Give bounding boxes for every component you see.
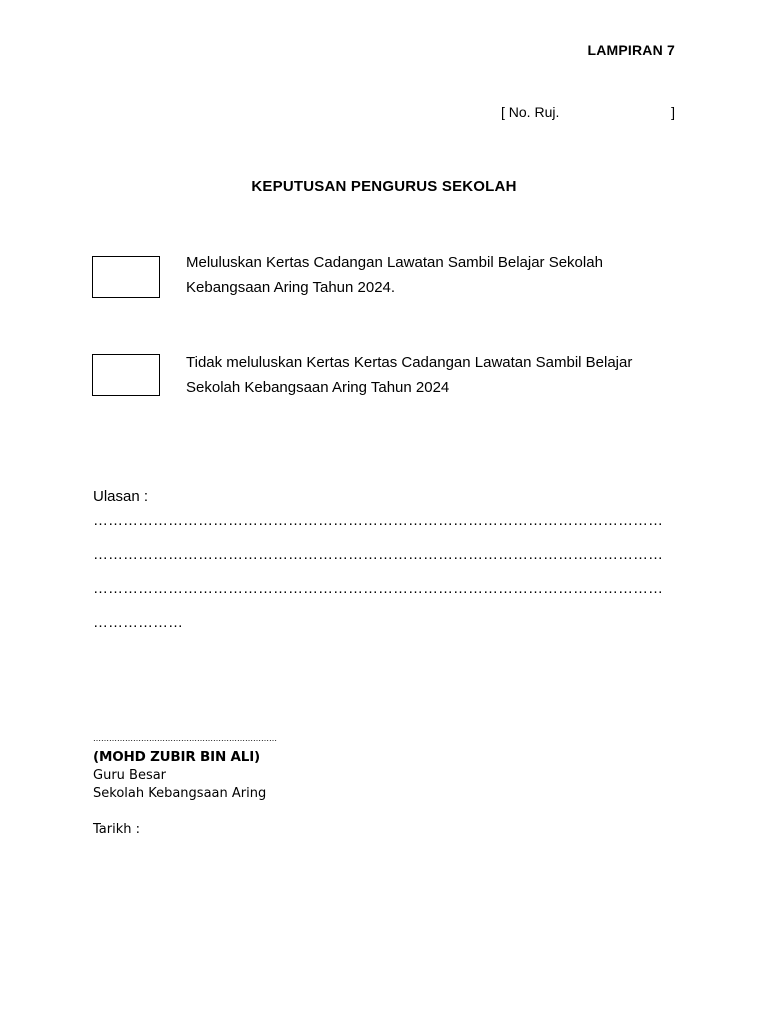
reference-number xyxy=(501,104,675,120)
comments-line-1[interactable]: …………………………………………………………………………………………………… xyxy=(93,512,663,529)
signatory-name: (MOHD ZUBIR BIN ALI) xyxy=(93,749,260,765)
comments-line-4[interactable]: ……………… xyxy=(93,614,183,631)
reference-open: [ No. Ruj. xyxy=(501,104,560,120)
approve-checkbox[interactable] xyxy=(92,256,160,298)
date-label: Tarikh : xyxy=(93,822,140,837)
signatory-position: Guru Besar xyxy=(93,768,167,783)
reject-option-text xyxy=(186,350,666,400)
reject-checkbox[interactable] xyxy=(92,354,160,396)
approve-option-text xyxy=(186,250,666,300)
approve-option-line-1: Meluluskan Kertas Cadangan Lawatan Sambil Belajar Sekolah xyxy=(186,254,603,271)
page-title: KEPUTUSAN PENGURUS SEKOLAH xyxy=(251,178,517,195)
reference-close: ] xyxy=(671,104,675,120)
comments-label: Ulasan : xyxy=(93,488,149,505)
reject-option-line-2: Sekolah Kebangsaan Aring Tahun 2024 xyxy=(186,379,450,396)
comments-line-3[interactable]: …………………………………………………………………………………………………… xyxy=(93,580,663,597)
signatory-school: Sekolah Kebangsaan Aring xyxy=(93,786,267,801)
comments-line-2[interactable]: …………………………………………………………………………………………………… xyxy=(93,546,663,563)
signature-line[interactable]: …………………………………………………………… xyxy=(93,734,277,743)
appendix-label: LAMPIRAN 7 xyxy=(587,42,675,58)
reject-option-line-1: Tidak meluluskan Kertas Kertas Cadangan Lawatan Sambil Belajar xyxy=(186,354,633,371)
approve-option-line-2: Kebangsaan Aring Tahun 2024. xyxy=(186,279,396,296)
